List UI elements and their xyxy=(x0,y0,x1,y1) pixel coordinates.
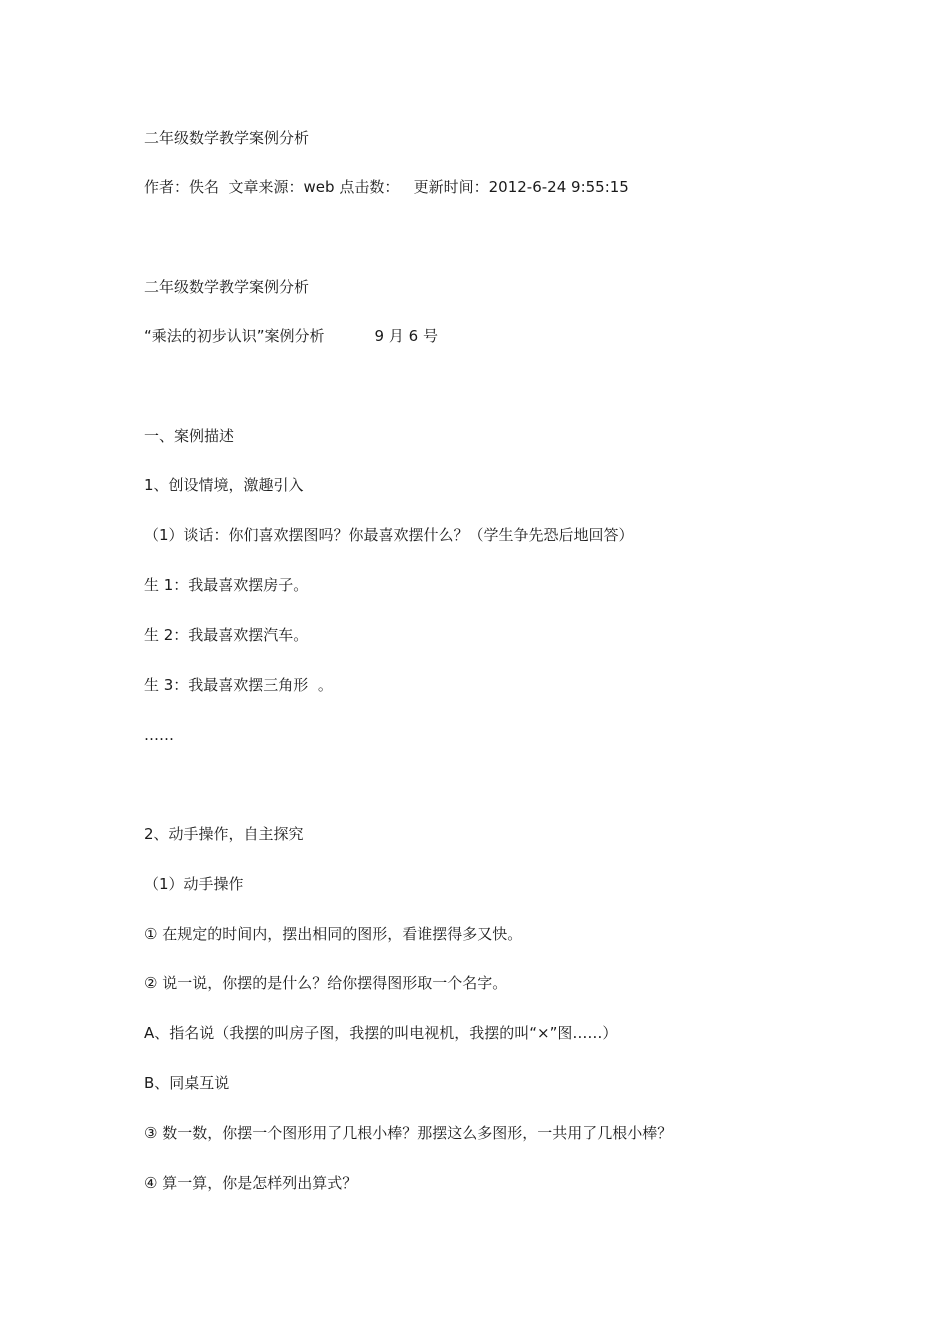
item-subheading: （1）动手操作 xyxy=(144,875,244,893)
step-subitem: A、指名说（我摆的叫房子图，我摆的叫电视机，我摆的叫“×”图……） xyxy=(144,1024,618,1042)
subtitle-line xyxy=(144,326,438,346)
step-item: ④ 算一算，你是怎样列出算式？ xyxy=(144,1174,358,1192)
item-heading: 1、创设情境，激趣引入 xyxy=(144,476,304,494)
step-item: ② 说一说，你摆的是什么？给你摆得图形取一个名字。 xyxy=(144,974,508,992)
document-title-repeat: 二年级数学教学案例分析 xyxy=(144,278,310,296)
step-item: ① 在规定的时间内，摆出相同的图形，看谁摆得多又快。 xyxy=(144,925,523,943)
subtitle-date: 9 月 6 号 xyxy=(374,327,438,345)
item-subheading: （1）谈话：你们喜欢摆图吗？你最喜欢摆什么？（学生争先恐后地回答） xyxy=(144,526,634,544)
student-answer: 生 1：我最喜欢摆房子。 xyxy=(144,576,309,594)
section-heading: 一、案例描述 xyxy=(144,427,235,445)
student-answer: 生 2：我最喜欢摆汽车。 xyxy=(144,626,309,644)
document-title: 二年级数学教学案例分析 xyxy=(144,129,310,147)
student-answer: 生 3：我最喜欢摆三角形 。 xyxy=(144,676,333,694)
item-heading: 2、动手操作，自主探究 xyxy=(144,825,304,843)
step-item: ③ 数一数，你摆一个图形用了几根小棒？那摆这么多图形，一共用了几根小棒？ xyxy=(144,1124,673,1142)
step-subitem: B、同桌互说 xyxy=(144,1074,230,1092)
subtitle-text: “乘法的初步认识”案例分析 xyxy=(144,327,325,345)
article-meta-line: 作者：佚名 文章来源：web 点击数： 更新时间：2012-6-24 9:55:15 xyxy=(144,178,629,196)
ellipsis: …… xyxy=(144,726,174,744)
